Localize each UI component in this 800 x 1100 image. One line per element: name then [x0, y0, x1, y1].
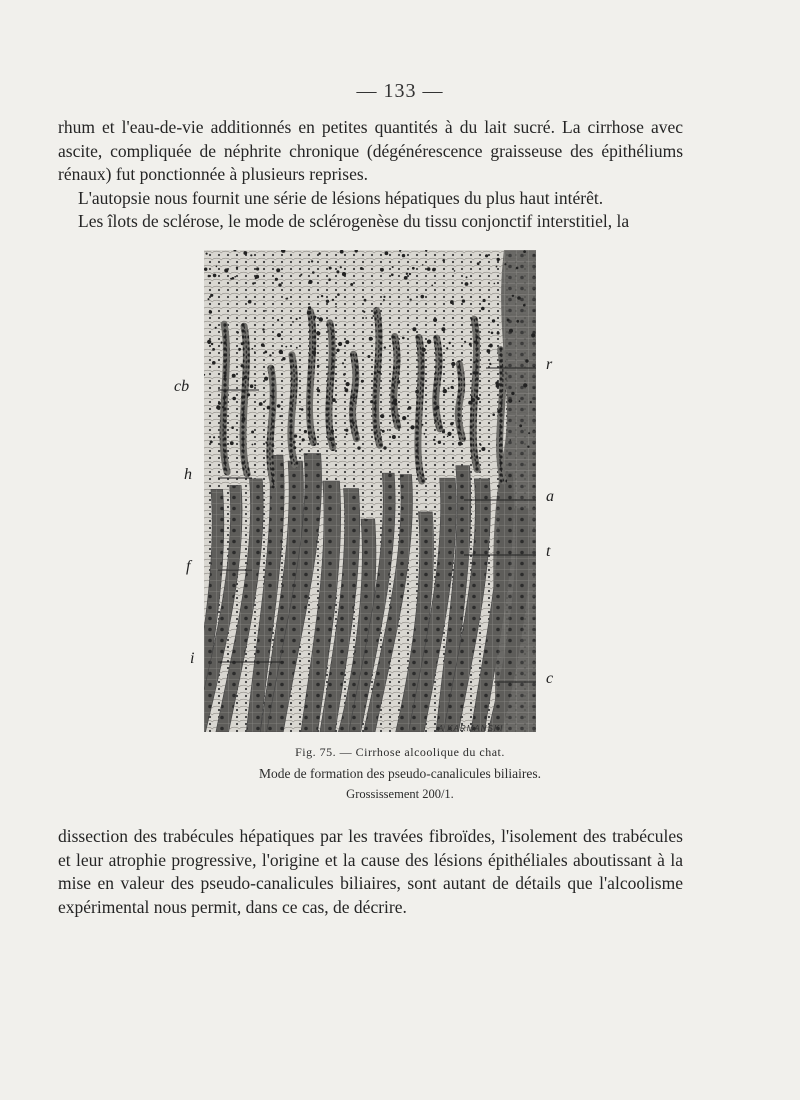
nucleus — [408, 406, 412, 410]
nucleus — [451, 386, 454, 389]
nucleus — [212, 361, 216, 365]
nucleus — [208, 298, 210, 300]
nucleus — [481, 307, 485, 311]
nucleus — [316, 331, 320, 335]
nucleus — [361, 380, 364, 383]
nucleus — [439, 384, 441, 386]
nucleus — [335, 306, 337, 308]
nucleus — [326, 300, 329, 303]
nucleus — [232, 397, 236, 401]
nucleus — [360, 267, 363, 270]
nucleus — [207, 340, 211, 344]
nucleus — [293, 446, 296, 449]
nucleus — [282, 357, 285, 360]
nucleus — [517, 296, 521, 300]
nucleus — [295, 366, 297, 368]
nucleus — [492, 413, 495, 416]
nucleus — [262, 328, 264, 330]
nucleus — [230, 278, 232, 280]
nucleus — [259, 402, 263, 406]
nucleus — [234, 276, 236, 278]
nucleus — [213, 274, 217, 278]
nucleus — [380, 268, 384, 272]
nucleus — [454, 270, 456, 272]
nucleus — [516, 320, 519, 323]
nucleus — [318, 253, 320, 255]
nucleus — [392, 435, 396, 439]
nucleus — [337, 293, 340, 296]
nucleus — [279, 350, 283, 354]
nucleus — [494, 283, 496, 285]
nucleus — [216, 266, 218, 268]
nucleus — [466, 276, 468, 278]
nucleus — [342, 362, 344, 364]
nucleus — [496, 384, 500, 388]
label-c: c — [546, 670, 554, 687]
nucleus — [352, 421, 355, 424]
nucleus — [421, 295, 425, 299]
nucleus — [491, 332, 494, 335]
nucleus — [397, 381, 400, 384]
nucleus — [247, 393, 250, 396]
nucleus — [338, 342, 342, 346]
nucleus — [507, 319, 510, 322]
nucleus — [336, 270, 339, 273]
nucleus — [252, 282, 254, 284]
nucleus — [468, 401, 472, 405]
nucleus — [412, 267, 415, 270]
nucleus — [384, 346, 386, 348]
nucleus — [223, 397, 226, 400]
nucleus — [328, 278, 331, 281]
nucleus — [396, 419, 398, 421]
nucleus — [221, 342, 223, 344]
nucleus — [277, 319, 279, 321]
nucleus — [523, 250, 526, 253]
nucleus — [531, 333, 535, 337]
nucleus — [206, 253, 208, 255]
nucleus — [244, 376, 247, 379]
histology-plate — [174, 250, 554, 732]
nucleus — [442, 430, 445, 433]
nucleus — [248, 300, 252, 304]
nucleus — [432, 268, 436, 272]
nucleus — [243, 251, 247, 255]
nucleus — [267, 406, 271, 410]
nucleus — [391, 274, 394, 277]
nucleus — [393, 367, 396, 370]
nucleus — [443, 389, 447, 393]
nucleus — [448, 387, 450, 389]
label-t: t — [546, 543, 551, 560]
nucleus — [346, 382, 350, 386]
paragraph-3: Les îlots de sclérose, le mode de sclérogenèse du tissu conjonctif interstitiel, la — [78, 211, 630, 231]
paragraph-1: rhum et l'eau-de-vie additionnés en petites quantités à du lait sucré. La cirrhose avec ascite, compliquée de néphrite chronique (dégénérescence graisseuse des épithéliums rénaux) fut ponctionnée à plusieurs reprises. — [58, 117, 683, 184]
nucleus — [512, 295, 514, 297]
nucleus — [293, 441, 296, 444]
nucleus — [345, 388, 349, 392]
nucleus — [352, 394, 354, 396]
nucleus — [346, 433, 348, 435]
nucleus — [261, 343, 265, 347]
nucleus — [404, 276, 408, 280]
nucleus — [264, 377, 268, 381]
nucleus — [427, 340, 431, 344]
nucleus — [412, 327, 416, 331]
nucleus — [265, 310, 267, 312]
nucleus — [270, 395, 272, 397]
nucleus — [357, 446, 360, 449]
nucleus — [497, 258, 500, 261]
nucleus — [265, 400, 267, 402]
nucleus — [252, 444, 254, 446]
nucleus — [237, 331, 239, 333]
nucleus — [285, 346, 287, 348]
nucleus — [334, 415, 336, 417]
nucleus — [213, 436, 215, 438]
nucleus — [530, 401, 532, 403]
nucleus — [230, 441, 234, 445]
label-h: h — [184, 466, 192, 483]
nucleus — [383, 296, 385, 298]
nucleus — [317, 365, 320, 368]
nucleus — [332, 398, 336, 402]
nucleus — [477, 397, 480, 400]
nucleus — [376, 363, 378, 365]
nucleus — [415, 390, 419, 394]
nucleus — [525, 359, 528, 362]
nucleus — [469, 343, 472, 346]
nucleus — [211, 343, 213, 345]
nucleus — [523, 304, 526, 307]
nucleus — [231, 426, 234, 429]
paragraph-4: dissection des trabécules hépatiques par les travées fibroïdes, l'isolement des trabécules et leur atrophie progressive, l'origine et la cause des lésions épithéliales aboutissant à la mise en valeur des pseudo-canalicules biliaires, sont autant de détails que l'alcoolisme expérimental nous permit, dans ce cas, de décrire. — [58, 826, 683, 917]
nucleus — [383, 446, 386, 449]
nucleus — [365, 317, 367, 319]
nucleus — [367, 355, 370, 358]
nucleus — [492, 319, 495, 322]
nucleus — [276, 268, 280, 272]
nucleus — [508, 399, 512, 403]
nucleus — [464, 341, 466, 343]
nucleus — [509, 329, 513, 333]
nucleus — [438, 441, 441, 444]
nucleus — [279, 415, 281, 417]
figure-caption-magnification: Grossissement 200/1. — [346, 787, 454, 801]
nucleus — [332, 299, 334, 301]
nucleus — [275, 278, 278, 281]
nucleus — [209, 310, 212, 313]
nucleus — [301, 449, 303, 451]
nucleus — [329, 267, 332, 270]
nucleus — [302, 438, 305, 441]
label-a: a — [546, 488, 554, 505]
nucleus — [421, 424, 423, 426]
nucleus — [422, 348, 426, 352]
nucleus — [204, 268, 207, 271]
nucleus — [446, 347, 448, 349]
nucleus — [450, 300, 454, 304]
nucleus — [343, 373, 345, 375]
nucleus — [410, 299, 412, 301]
nucleus — [208, 275, 211, 278]
nucleus — [427, 267, 431, 271]
nucleus — [433, 439, 435, 441]
nucleus — [345, 340, 349, 344]
nucleus — [447, 436, 449, 438]
nucleus — [312, 351, 316, 355]
nucleus — [489, 363, 491, 365]
nucleus — [236, 267, 238, 269]
nucleus — [224, 375, 227, 378]
label-f: f — [186, 558, 191, 575]
nucleus — [241, 342, 244, 345]
nucleus — [350, 283, 353, 286]
nucleus — [441, 327, 445, 331]
nucleus — [402, 254, 405, 257]
nucleus — [242, 417, 246, 421]
nucleus — [353, 397, 356, 400]
nucleus — [278, 283, 281, 286]
nucleus — [251, 431, 254, 434]
figure-caption-title: Fig. 75. — Cirrhose alcoolique du chat. — [295, 745, 505, 759]
engraver-signature: A KARMANSKI — [438, 724, 504, 733]
nucleus — [496, 266, 498, 268]
nucleus — [510, 439, 512, 441]
nucleus — [342, 272, 346, 276]
nucleus — [477, 262, 480, 265]
nucleus — [313, 316, 316, 319]
nucleus — [264, 351, 267, 354]
nucleus — [504, 263, 506, 265]
nucleus — [387, 429, 389, 431]
nucleus — [304, 430, 307, 433]
nucleus — [292, 321, 294, 323]
nucleus — [251, 348, 253, 350]
label-r: r — [546, 356, 553, 373]
nucleus — [511, 392, 514, 395]
nucleus — [272, 445, 275, 448]
nucleus — [311, 260, 313, 262]
nucleus — [435, 405, 439, 409]
nucleus — [402, 337, 405, 340]
bottom-text — [58, 825, 683, 919]
nucleus — [385, 251, 389, 255]
label-cb: cb — [174, 378, 190, 395]
nucleus — [410, 425, 414, 429]
nucleus — [308, 280, 312, 284]
nucleus — [210, 440, 213, 443]
nucleus — [481, 447, 485, 451]
nucleus — [497, 332, 500, 335]
nucleus — [433, 318, 437, 322]
figure-caption-description: Mode de formation des pseudo-canalicules biliaires. — [259, 766, 541, 781]
nucleus — [424, 433, 426, 435]
nucleus — [374, 401, 377, 404]
nucleus — [393, 398, 397, 402]
nucleus — [487, 349, 491, 353]
nucleus — [340, 266, 342, 268]
nucleus — [449, 342, 451, 344]
nucleus — [250, 385, 254, 389]
nucleus — [254, 351, 256, 353]
label-i: i — [190, 650, 195, 667]
nucleus — [369, 337, 373, 341]
nucleus — [462, 299, 465, 302]
top-text — [58, 116, 683, 234]
nucleus — [451, 362, 455, 366]
nucleus — [402, 416, 406, 420]
paragraph-2: L'autopsie nous fournit une série de lésions hépatiques du plus haut intérêt. — [78, 187, 604, 208]
nucleus — [216, 405, 220, 409]
nucleus — [296, 347, 298, 349]
nucleus — [345, 429, 348, 432]
nucleus — [330, 429, 334, 433]
nucleus — [474, 341, 477, 344]
nucleus — [224, 268, 228, 272]
nucleus — [471, 398, 475, 402]
nucleus — [363, 311, 365, 313]
nucleus — [232, 374, 236, 378]
nucleus — [479, 337, 481, 339]
nucleus — [380, 414, 384, 418]
nucleus — [473, 371, 476, 374]
nucleus — [301, 408, 304, 411]
nucleus — [218, 402, 221, 405]
histology-illustration — [204, 250, 536, 732]
nucleus — [373, 315, 375, 317]
nucleus — [269, 354, 271, 356]
nucleus — [364, 299, 367, 302]
nucleus — [392, 266, 394, 268]
nucleus — [215, 327, 217, 329]
nucleus — [296, 318, 298, 320]
nucleus — [422, 264, 424, 266]
nucleus — [442, 259, 445, 262]
nucleus — [308, 306, 311, 309]
nucleus — [255, 277, 257, 279]
nucleus — [254, 384, 256, 386]
nucleus — [286, 298, 288, 300]
nucleus — [450, 422, 453, 425]
nucleus — [431, 285, 433, 287]
nucleus — [241, 396, 244, 399]
nucleus — [222, 406, 224, 408]
nucleus — [527, 446, 529, 448]
nucleus — [307, 311, 311, 315]
nucleus — [480, 444, 482, 446]
nucleus — [256, 267, 259, 270]
nucleus — [370, 400, 373, 403]
nucleus — [277, 404, 281, 408]
nucleus — [378, 371, 381, 374]
nucleus — [516, 267, 519, 270]
nucleus — [329, 437, 333, 441]
nucleus — [312, 271, 315, 274]
nucleus — [458, 442, 462, 446]
nucleus — [519, 424, 522, 427]
nucleus — [489, 344, 493, 348]
nucleus — [212, 348, 215, 351]
nucleus — [277, 333, 281, 337]
nucleus — [382, 430, 385, 433]
nucleus — [447, 432, 451, 436]
nucleus — [265, 442, 267, 444]
nucleus — [316, 389, 318, 391]
nucleus — [300, 274, 302, 276]
nucleus — [523, 383, 527, 387]
nucleus — [528, 432, 530, 434]
nucleus — [394, 402, 397, 405]
nucleus — [336, 349, 339, 352]
nucleus — [210, 294, 213, 297]
nucleus — [409, 273, 411, 275]
nucleus — [250, 254, 252, 256]
nucleus — [294, 434, 297, 437]
nucleus — [519, 400, 521, 402]
nucleus — [321, 295, 323, 297]
nucleus — [406, 273, 408, 275]
nucleus — [274, 409, 276, 411]
nucleus — [473, 361, 475, 363]
nucleus — [241, 364, 244, 367]
pseudo-canaliculus — [458, 364, 462, 439]
nucleus — [238, 348, 241, 351]
nucleus — [354, 401, 356, 403]
page-number: — 133 — — [356, 80, 444, 102]
nucleus — [383, 299, 385, 301]
nucleus — [319, 317, 323, 321]
nucleus — [497, 409, 501, 413]
nucleus — [485, 254, 488, 257]
nucleus — [483, 299, 486, 302]
nucleus — [465, 282, 469, 286]
